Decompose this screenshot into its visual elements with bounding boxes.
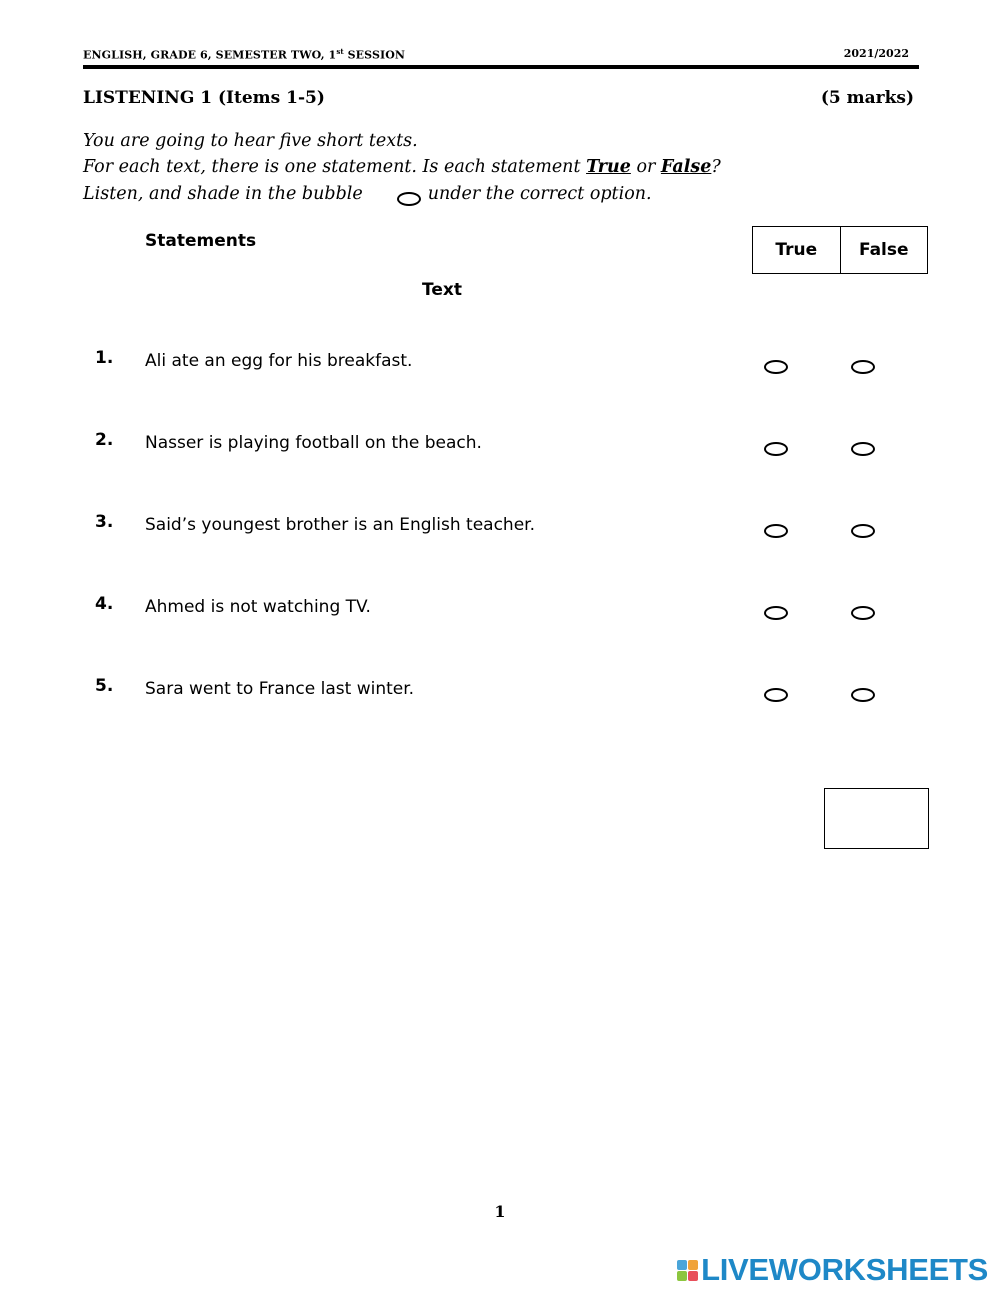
header-divider	[83, 65, 919, 69]
item-statement: Ahmed is not watching TV.	[145, 597, 371, 617]
item-statement: Nasser is playing football on the beach.	[145, 433, 482, 453]
instruction-line-1: You are going to hear five short texts.	[83, 131, 418, 151]
item-statement: Said’s youngest brother is an English teacher.	[145, 515, 535, 535]
item-1-true-bubble[interactable]	[764, 360, 788, 374]
item-2-false-bubble[interactable]	[851, 442, 875, 456]
liveworksheets-mark-icon	[677, 1260, 698, 1281]
logo-text: LIVEWORKSHEETS	[701, 1252, 988, 1287]
instruction-line-2: For each text, there is one statement. Is each statement True or False?	[83, 157, 721, 177]
example-bubble-icon	[397, 192, 421, 206]
item-4-false-bubble[interactable]	[851, 606, 875, 620]
item-number: 3.	[95, 512, 114, 532]
statements-column-header: Statements	[145, 231, 257, 251]
instruction-line-3: Listen, and shade in the bubble under the correct option.	[83, 184, 652, 204]
item-4-true-bubble[interactable]	[764, 606, 788, 620]
true-header: True	[775, 240, 818, 260]
item-number: 1.	[95, 348, 114, 368]
item-statement: Sara went to France last winter.	[145, 679, 415, 699]
score-box	[824, 788, 929, 849]
item-number: 5.	[95, 676, 114, 696]
liveworksheets-logo	[677, 1252, 988, 1288]
true-false-header	[752, 226, 928, 274]
item-2-true-bubble[interactable]	[764, 442, 788, 456]
item-3-true-bubble[interactable]	[764, 524, 788, 538]
item-number: 4.	[95, 594, 114, 614]
section-marks: (5 marks)	[820, 88, 914, 108]
item-5-true-bubble[interactable]	[764, 688, 788, 702]
section-title: LISTENING 1 (Items 1-5)	[83, 88, 325, 108]
item-statement: Ali ate an egg for his breakfast.	[145, 351, 413, 371]
item-3-false-bubble[interactable]	[851, 524, 875, 538]
item-number: 2.	[95, 430, 114, 450]
page-number: 1	[494, 1202, 506, 1221]
false-emphasis: False	[660, 157, 712, 177]
true-emphasis: True	[586, 157, 631, 177]
false-header: False	[840, 227, 928, 273]
item-1-false-bubble[interactable]	[851, 360, 875, 374]
text-column-header: Text	[422, 280, 462, 300]
exam-header-title: ENGLISH, GRADE 6, SEMESTER TWO, 1st SESSION	[83, 47, 406, 62]
item-5-false-bubble[interactable]	[851, 688, 875, 702]
exam-year: 2021/2022	[843, 47, 909, 60]
